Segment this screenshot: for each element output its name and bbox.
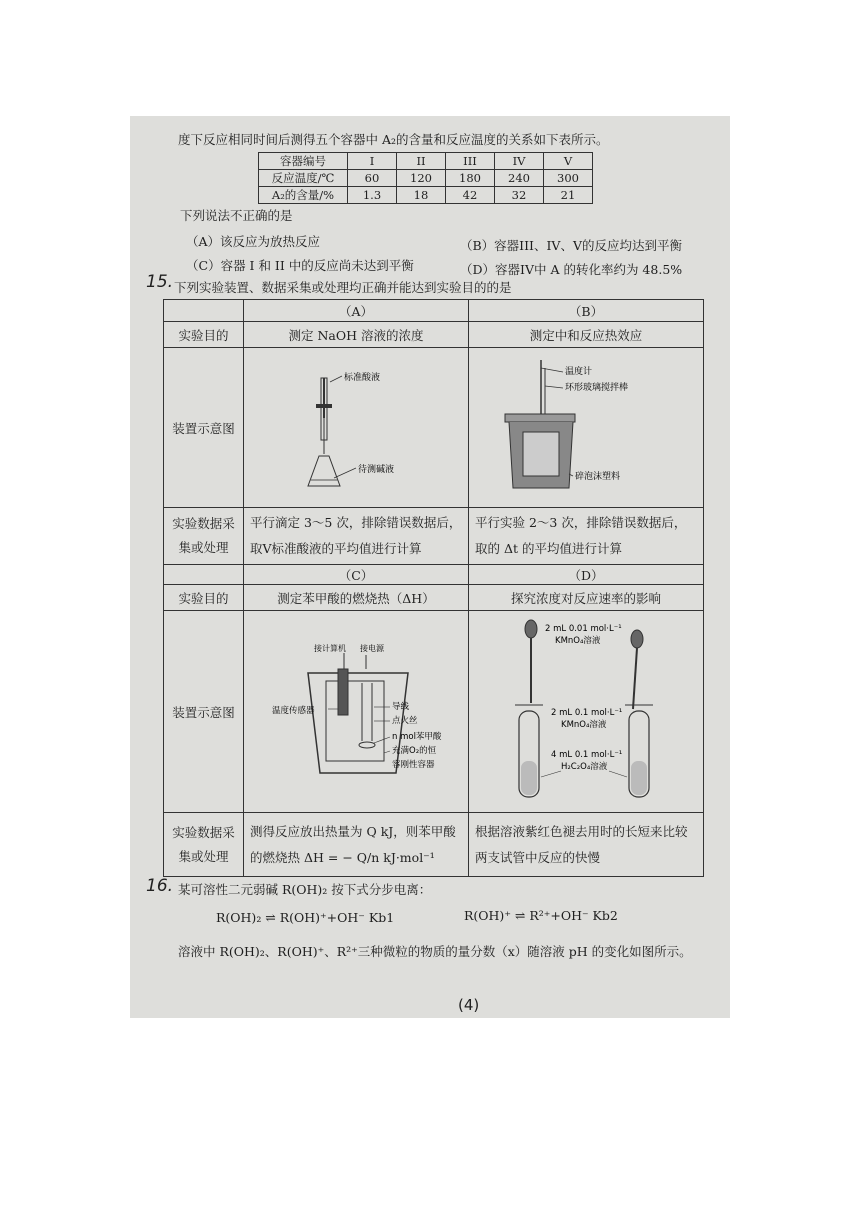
temperature-table <box>258 152 593 204</box>
label-benzoic-acid: n mol苯甲酸 <box>392 732 442 742</box>
purpose-b: 测定中和反应热效应 <box>469 322 704 348</box>
data-c-text: 测得反应放出热量为 Q kJ，则苯甲酸的燃烧热 ΔH = − Q/n kJ·mol⁻¹ <box>250 823 456 865</box>
table-row <box>164 348 704 508</box>
purpose-d: 探究浓度对反应速率的影响 <box>469 585 704 611</box>
table-row <box>259 153 593 170</box>
table-cell <box>164 300 244 322</box>
table-cell <box>164 565 244 585</box>
table-row <box>259 170 593 187</box>
row-label-purpose: 实验目的 <box>164 322 244 348</box>
table-cell: I <box>348 153 397 170</box>
diagram-c-cell <box>244 611 469 813</box>
label-power: 接电源 <box>360 644 384 653</box>
table-row <box>164 565 704 585</box>
data-a <box>244 508 469 565</box>
q16-description: 溶液中 R(OH)₂、R(OH)⁺、R²⁺三种微粒的物质的量分数（x）随溶液 pH 的变化如图所示。 <box>178 944 692 959</box>
q16-equation-2: R(OH)⁺ ⇌ R²⁺+OH⁻ Kb2 <box>464 908 618 923</box>
q16-prompt: 某可溶性二元弱碱 R(OH)₂ 按下式分步电离： <box>178 882 432 897</box>
test-tube-diagram <box>469 611 703 809</box>
table-cell: 21 <box>544 187 593 204</box>
data-a-text: 平行滴定 3～5 次，排除错误数据后，取V标准酸液的平均值进行计算 <box>250 515 462 556</box>
table-cell: 1.3 <box>348 187 397 204</box>
row-label-data-text: 实验数据采集或处理 <box>172 516 235 555</box>
table-row <box>164 300 704 322</box>
header-c: （C） <box>244 565 469 585</box>
row-label-data <box>164 508 244 565</box>
label-h2c2o4-solution: H₂C₂O₄溶液 <box>561 762 608 772</box>
label-dilute-kmno4: 2 mL 0.01 mol·L⁻¹ <box>545 624 622 634</box>
exam-page <box>130 116 730 1018</box>
table-cell: 60 <box>348 170 397 187</box>
table-cell: 180 <box>446 170 495 187</box>
label-oxalic-acid: 4 mL 0.1 mol·L⁻¹ <box>551 750 623 760</box>
label-thermometer: 温度计 <box>565 367 593 377</box>
table-row <box>164 508 704 565</box>
q14-option-c: （C）容器 I 和 II 中的反应尚未达到平衡 <box>186 258 414 273</box>
calorimeter-diagram <box>469 348 703 504</box>
table-cell: 240 <box>495 170 544 187</box>
label-glass-stirrer: 环形玻璃搅拌棒 <box>565 383 629 393</box>
label-kmno4-solution-2: KMnO₄溶液 <box>561 720 607 730</box>
experiment-table <box>163 299 704 877</box>
table-row <box>164 585 704 611</box>
row-label-diagram: 装置示意图 <box>164 348 244 508</box>
purpose-a: 测定 NaOH 溶液的浓度 <box>244 322 469 348</box>
data-b <box>469 508 704 565</box>
diagram-a-cell <box>244 348 469 508</box>
label-kmno4-solution: KMnO₄溶液 <box>555 636 601 646</box>
q14-option-b: （B）容器III、IV、V的反应均达到平衡 <box>460 238 682 253</box>
table-cell: V <box>544 153 593 170</box>
intro-text: 度下反应相同时间后测得五个容器中 A₂的含量和反应温度的关系如下表所示。 <box>178 132 609 147</box>
label-ignition-wire: 点火丝 <box>392 716 418 726</box>
diagram-b-cell <box>469 348 704 508</box>
table-cell: 300 <box>544 170 593 187</box>
table-row <box>164 322 704 348</box>
q15-number: 15. <box>146 272 174 292</box>
q16-number: 16. <box>146 876 174 896</box>
row-label-diagram-2: 装置示意图 <box>164 611 244 813</box>
table-cell: A₂的含量/% <box>259 187 348 204</box>
q14-prompt: 下列说法不正确的是 <box>180 208 293 223</box>
data-c <box>244 813 469 877</box>
titration-diagram <box>244 348 468 504</box>
label-wire: 导线 <box>392 702 410 712</box>
table-cell: 反应温度/℃ <box>259 170 348 187</box>
data-d <box>469 813 704 877</box>
diagram-d-cell <box>469 611 704 813</box>
header-b: （B） <box>469 300 704 322</box>
label-conc-kmno4: 2 mL 0.1 mol·L⁻¹ <box>551 708 623 718</box>
label-test-base: 待测碱液 <box>358 465 395 475</box>
header-d: （D） <box>469 565 704 585</box>
q16-equation-1: R(OH)₂ ⇌ R(OH)⁺+OH⁻ Kb1 <box>216 910 395 925</box>
q15-prompt: 下列实验装置、数据采集或处理均正确并能达到实验目的的是 <box>174 280 512 295</box>
label-foam: 碎泡沫塑料 <box>575 472 621 482</box>
table-cell: 120 <box>397 170 446 187</box>
q14-option-d: （D）容器IV中 A 的转化率约为 48.5% <box>460 262 683 277</box>
table-cell: III <box>446 153 495 170</box>
header-a: （A） <box>244 300 469 322</box>
label-temp-sensor: 温度传感器 <box>272 706 315 716</box>
row-label-purpose-2: 实验目的 <box>164 585 244 611</box>
page-number: (4) <box>458 996 480 1014</box>
purpose-c: 测定苯甲酸的燃烧热（ΔH） <box>244 585 469 611</box>
row-label-data-text-2: 实验数据采集或处理 <box>172 824 235 864</box>
bomb-calorimeter-diagram <box>244 611 468 809</box>
q14-option-a: （A）该反应为放热反应 <box>186 234 321 249</box>
table-cell: IV <box>495 153 544 170</box>
table-row <box>164 813 704 877</box>
table-cell: 42 <box>446 187 495 204</box>
table-cell: 容器编号 <box>259 153 348 170</box>
label-rigid-container: 容刚性容器 <box>392 760 435 770</box>
label-computer: 接计算机 <box>314 644 346 653</box>
data-b-text: 平行实验 2～3 次，排除错误数据后，取的 Δt 的平均值进行计算 <box>475 515 687 556</box>
table-cell: 18 <box>397 187 446 204</box>
data-d-text: 根据溶液紫红色褪去用时的长短来比较两支试管中反应的快慢 <box>475 823 688 865</box>
label-oxygen-filled: 充满O₂的恒 <box>392 746 437 756</box>
table-row <box>259 187 593 204</box>
label-standard-acid: 标准酸液 <box>344 373 381 383</box>
table-cell: 32 <box>495 187 544 204</box>
table-cell: II <box>397 153 446 170</box>
row-label-data-2 <box>164 813 244 877</box>
table-row <box>164 611 704 813</box>
